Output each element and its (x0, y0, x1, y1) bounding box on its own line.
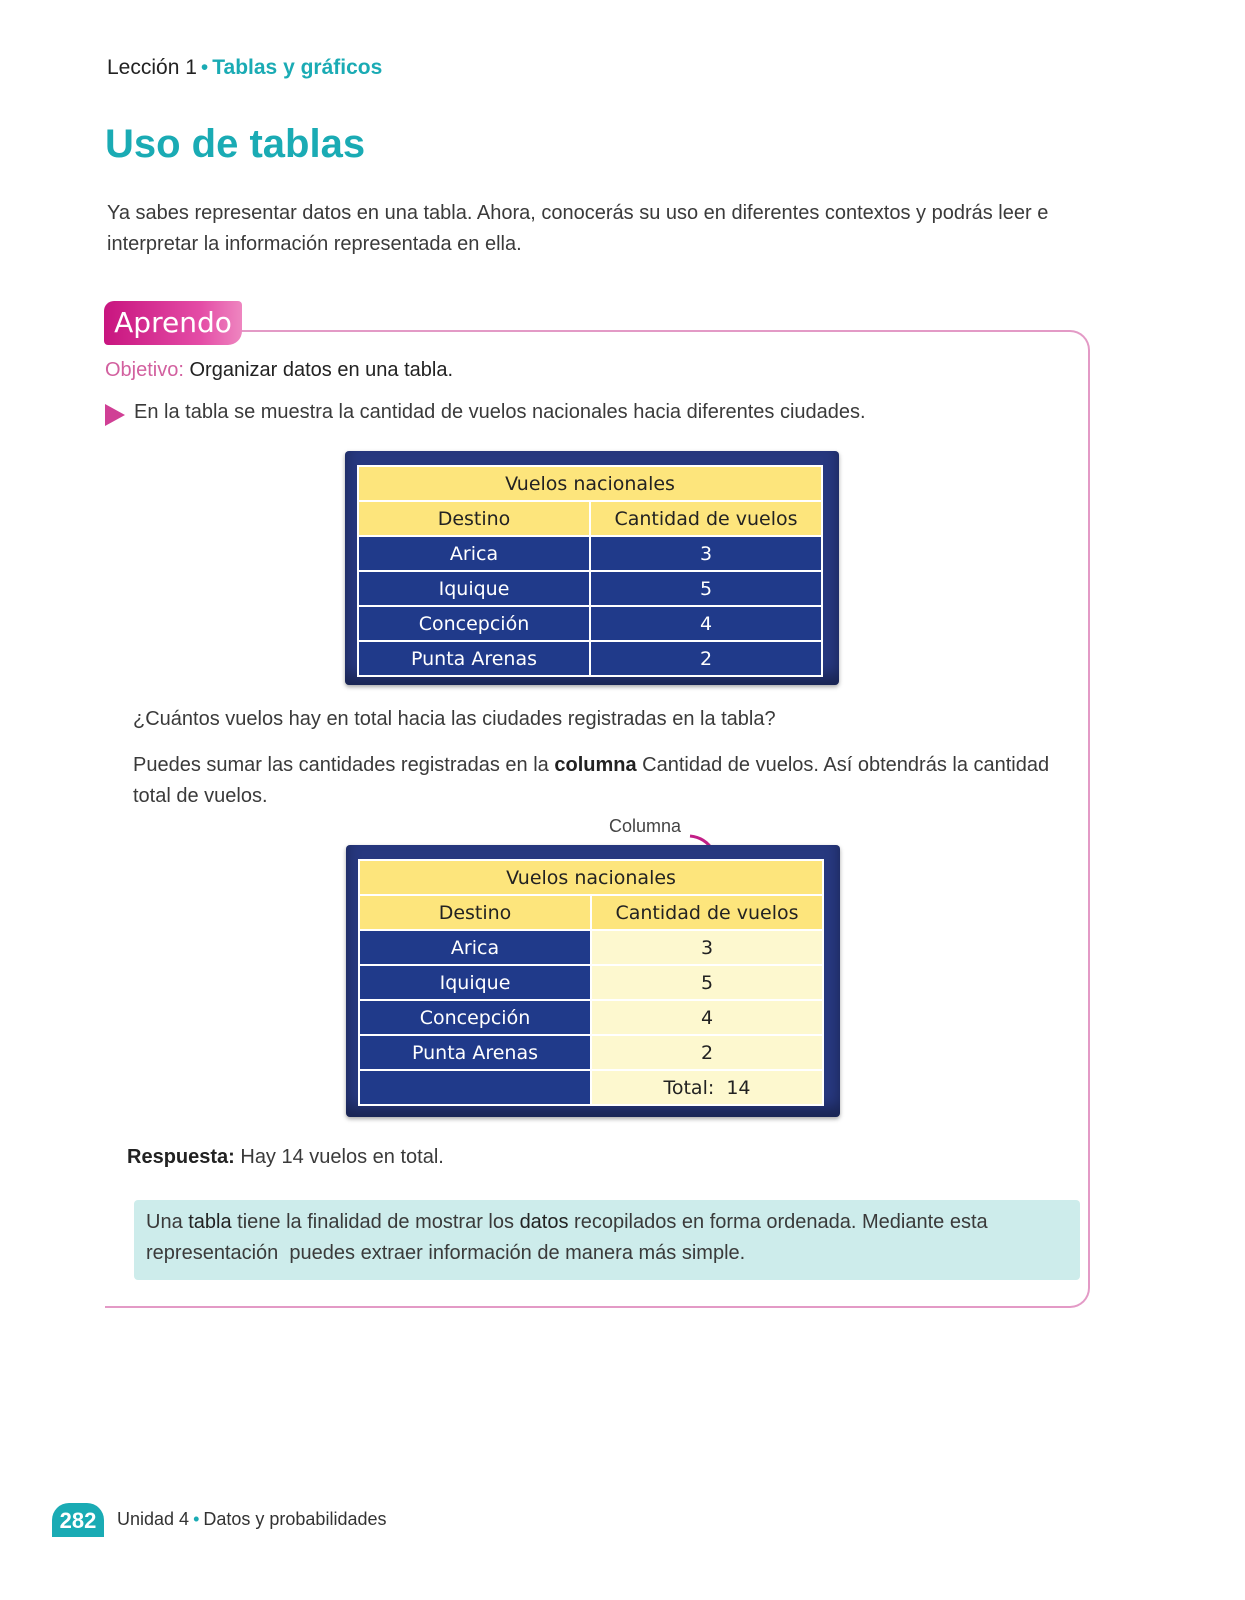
table-row (358, 641, 822, 676)
column-header-destino: Destino (358, 501, 590, 536)
cell-cantidad: 2 (591, 1035, 823, 1070)
bullet-text: En la tabla se muestra la cantidad de vuelos nacionales hacia diferentes ciudades. (134, 401, 866, 423)
table-grid (357, 465, 823, 677)
lesson-breadcrumb (107, 56, 382, 80)
table-row (359, 1000, 823, 1035)
table-row (359, 1035, 823, 1070)
breadcrumb-separator: • (200, 56, 209, 79)
column-header-cantidad: Cantidad de vuelos (591, 895, 823, 930)
note-part: Una (146, 1211, 189, 1233)
column-header-cantidad: Cantidad de vuelos (590, 501, 822, 536)
footer-unit (117, 1509, 387, 1530)
flights-table-2 (346, 845, 840, 1117)
cell-destino: Concepción (358, 606, 590, 641)
table-row (358, 571, 822, 606)
cell-destino: Arica (359, 930, 591, 965)
cell-cantidad: 2 (590, 641, 822, 676)
cell-destino: Punta Arenas (359, 1035, 591, 1070)
table-title: Vuelos nacionales (359, 860, 823, 895)
table-row (359, 965, 823, 1000)
explanation-paragraph (133, 750, 1053, 812)
footer-separator: • (193, 1509, 200, 1529)
objective-label: Objetivo: (105, 359, 184, 381)
note-bold-tabla: tabla (188, 1211, 232, 1233)
note-part: recopilados en forma ordenada. Mediante esta representación puedes extraer información de manera más simple. (146, 1211, 994, 1264)
cell-empty (359, 1070, 591, 1105)
page-number: 282 (52, 1503, 104, 1537)
aprendo-badge: Aprendo (104, 301, 242, 345)
cell-destino: Arica (358, 536, 590, 571)
column-header-destino: Destino (359, 895, 591, 930)
question-text: ¿Cuántos vuelos hay en total hacia las ciudades registradas en la tabla? (133, 708, 776, 730)
cell-destino: Concepción (359, 1000, 591, 1035)
objective-text: Organizar datos en una tabla. (189, 359, 454, 381)
definition-note (134, 1200, 1080, 1280)
cell-cantidad: 4 (591, 1000, 823, 1035)
cell-destino: Iquique (358, 571, 590, 606)
cell-cantidad: 5 (590, 571, 822, 606)
answer-label: Respuesta: (127, 1146, 235, 1168)
lesson-topic: Tablas y gráficos (212, 56, 383, 79)
note-part: tiene la finalidad de mostrar los (231, 1211, 520, 1233)
cell-cantidad: 3 (591, 930, 823, 965)
table-title: Vuelos nacionales (358, 466, 822, 501)
column-callout-label: Columna (609, 816, 682, 836)
table-row (358, 606, 822, 641)
note-bold-datos: datos (519, 1211, 569, 1233)
page-title: Uso de tablas (105, 122, 366, 166)
cell-cantidad: 5 (591, 965, 823, 1000)
table-row (358, 536, 822, 571)
triangle-bullet-icon (105, 404, 125, 426)
intro-paragraph: Ya sabes representar datos en una tabla. Ahora, conocerás su uso en diferentes contextos y podrás leer e interpretar la información representada en ella. (107, 202, 1049, 255)
answer (127, 1146, 444, 1169)
explanation-pre: Puedes sumar las cantidades registradas en la (133, 754, 555, 776)
cell-cantidad: 4 (590, 606, 822, 641)
explanation-post: Cantidad de vuelos. Así obtendrás la cantidad total de vuelos. (133, 754, 1050, 807)
explanation-bold: columna (554, 754, 637, 776)
cell-destino: Punta Arenas (358, 641, 590, 676)
table-grid (358, 859, 824, 1106)
table-row (359, 930, 823, 965)
cell-cantidad: 3 (590, 536, 822, 571)
objective (105, 359, 453, 382)
cell-total: Total: 14 (591, 1070, 823, 1105)
unit-number: Unidad 4 (117, 1509, 190, 1529)
lesson-number: Lección 1 (107, 56, 197, 79)
answer-text: Hay 14 vuelos en total. (234, 1146, 444, 1168)
flights-table-1 (345, 451, 839, 685)
table-total-row (359, 1070, 823, 1105)
cell-destino: Iquique (359, 965, 591, 1000)
unit-title: Datos y probabilidades (203, 1509, 387, 1529)
